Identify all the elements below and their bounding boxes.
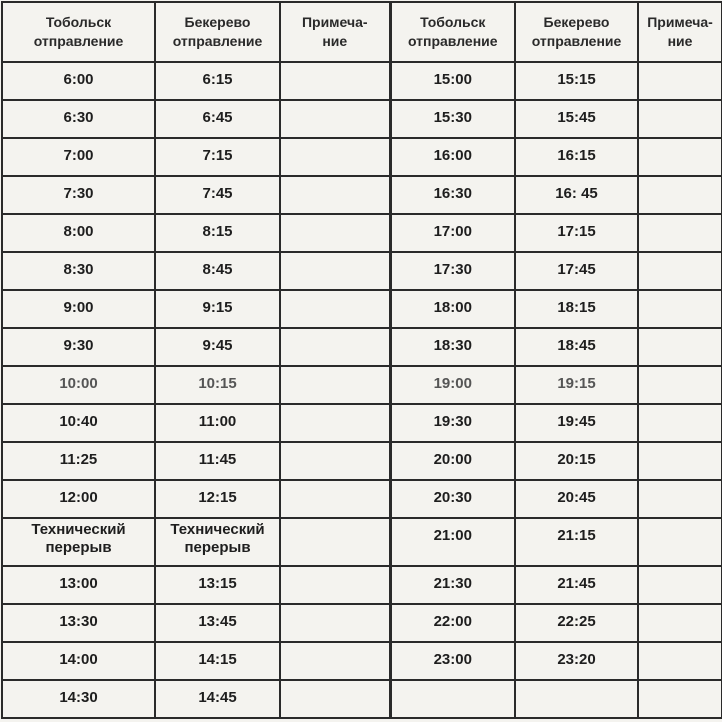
cell-tobolsk-departure-right: 16:30 (390, 176, 515, 214)
header-row (2, 2, 722, 62)
cell-bekerevo-departure-left: 7:45 (155, 176, 280, 214)
cell-tobolsk-departure-right: 18:00 (390, 290, 515, 328)
cell-bekerevo-departure-right: 17:15 (515, 214, 638, 252)
cell-bekerevo-departure-right: 15:45 (515, 100, 638, 138)
cell-note-left (280, 176, 390, 214)
cell-bekerevo-departure-right: 18:15 (515, 290, 638, 328)
table-row (2, 480, 722, 518)
cell-bekerevo-departure-left: 9:45 (155, 328, 280, 366)
cell-tobolsk-departure-left: 8:30 (2, 252, 155, 290)
table-row (2, 176, 722, 214)
header-note-left: Примеча- ние (280, 2, 390, 62)
cell-tobolsk-departure-left: 7:30 (2, 176, 155, 214)
cell-note-right (638, 518, 722, 566)
cell-bekerevo-departure-left: 9:15 (155, 290, 280, 328)
cell-tobolsk-departure-left: 9:00 (2, 290, 155, 328)
cell-tobolsk-departure-left: 8:00 (2, 214, 155, 252)
table-row (2, 680, 722, 718)
table-row (2, 252, 722, 290)
table-row (2, 604, 722, 642)
cell-bekerevo-departure-left: 13:45 (155, 604, 280, 642)
cell-note-right (638, 366, 722, 404)
cell-tobolsk-departure-right: 15:00 (390, 62, 515, 100)
cell-bekerevo-departure-right: 19:45 (515, 404, 638, 442)
cell-note-right (638, 328, 722, 366)
table-row (2, 62, 722, 100)
table-row (2, 404, 722, 442)
table-row (2, 366, 722, 404)
cell-bekerevo-departure-left: 13:15 (155, 566, 280, 604)
cell-bekerevo-departure-left: 8:15 (155, 214, 280, 252)
cell-tobolsk-departure-right: 20:00 (390, 442, 515, 480)
cell-tobolsk-departure-left: 7:00 (2, 138, 155, 176)
cell-tobolsk-departure-left: 6:00 (2, 62, 155, 100)
schedule-body (2, 62, 722, 718)
cell-tobolsk-departure-left: 9:30 (2, 328, 155, 366)
cell-note-left (280, 480, 390, 518)
cell-note-right (638, 604, 722, 642)
cell-bekerevo-departure-left: 8:45 (155, 252, 280, 290)
cell-note-left (280, 100, 390, 138)
cell-bekerevo-departure-right: 22:25 (515, 604, 638, 642)
cell-tobolsk-departure-right: 22:00 (390, 604, 515, 642)
cell-note-left (280, 290, 390, 328)
cell-note-left (280, 214, 390, 252)
cell-note-left (280, 642, 390, 680)
cell-note-left (280, 680, 390, 718)
cell-note-left (280, 62, 390, 100)
cell-note-right (638, 404, 722, 442)
cell-bekerevo-departure-right: 20:45 (515, 480, 638, 518)
cell-bekerevo-departure-right: 23:20 (515, 642, 638, 680)
table-row (2, 566, 722, 604)
table-row (2, 442, 722, 480)
cell-tobolsk-departure-right: 19:00 (390, 366, 515, 404)
cell-note-left (280, 404, 390, 442)
table-row (2, 328, 722, 366)
table-row (2, 138, 722, 176)
cell-bekerevo-departure-left: 11:00 (155, 404, 280, 442)
cell-note-right (638, 680, 722, 718)
cell-note-left (280, 366, 390, 404)
cell-tobolsk-departure-left: 6:30 (2, 100, 155, 138)
header-tobolsk-departure-left: Тобольск отправление (2, 2, 155, 62)
table-row (2, 518, 722, 566)
cell-bekerevo-departure-left: 12:15 (155, 480, 280, 518)
cell-note-left (280, 442, 390, 480)
header-bekerevo-departure-right: Бекерево отправление (515, 2, 638, 62)
cell-note-right (638, 480, 722, 518)
cell-note-right (638, 290, 722, 328)
cell-bekerevo-departure-right: 16: 45 (515, 176, 638, 214)
schedule-table (1, 1, 722, 719)
cell-tobolsk-departure-right: 17:00 (390, 214, 515, 252)
cell-bekerevo-departure-left: 7:15 (155, 138, 280, 176)
table-row (2, 642, 722, 680)
cell-tobolsk-departure-left: 10:40 (2, 404, 155, 442)
cell-tobolsk-departure-right: 18:30 (390, 328, 515, 366)
table-row (2, 214, 722, 252)
cell-bekerevo-departure-left: Технический перерыв (155, 518, 280, 566)
cell-tobolsk-departure-right: 17:30 (390, 252, 515, 290)
cell-note-left (280, 604, 390, 642)
cell-tobolsk-departure-right: 16:00 (390, 138, 515, 176)
cell-tobolsk-departure-right: 20:30 (390, 480, 515, 518)
cell-bekerevo-departure-left: 14:45 (155, 680, 280, 718)
cell-bekerevo-departure-right: 18:45 (515, 328, 638, 366)
table-row (2, 290, 722, 328)
cell-bekerevo-departure-left: 10:15 (155, 366, 280, 404)
header-tobolsk-departure-right: Тобольск отправление (390, 2, 515, 62)
cell-bekerevo-departure-left: 14:15 (155, 642, 280, 680)
cell-bekerevo-departure-right: 15:15 (515, 62, 638, 100)
cell-note-right (638, 442, 722, 480)
cell-tobolsk-departure-left: 10:00 (2, 366, 155, 404)
cell-tobolsk-departure-right (390, 680, 515, 718)
cell-tobolsk-departure-right: 15:30 (390, 100, 515, 138)
cell-note-right (638, 214, 722, 252)
cell-bekerevo-departure-right: 21:45 (515, 566, 638, 604)
cell-bekerevo-departure-right: 21:15 (515, 518, 638, 566)
cell-tobolsk-departure-right: 21:30 (390, 566, 515, 604)
cell-tobolsk-departure-left: 14:30 (2, 680, 155, 718)
cell-tobolsk-departure-left: 13:00 (2, 566, 155, 604)
cell-bekerevo-departure-right: 17:45 (515, 252, 638, 290)
cell-note-right (638, 252, 722, 290)
cell-tobolsk-departure-left: 14:00 (2, 642, 155, 680)
cell-note-left (280, 566, 390, 604)
table-row (2, 100, 722, 138)
cell-tobolsk-departure-right: 23:00 (390, 642, 515, 680)
cell-note-right (638, 642, 722, 680)
cell-bekerevo-departure-right: 16:15 (515, 138, 638, 176)
cell-bekerevo-departure-right (515, 680, 638, 718)
cell-note-right (638, 176, 722, 214)
cell-note-right (638, 100, 722, 138)
cell-bekerevo-departure-left: 11:45 (155, 442, 280, 480)
cell-bekerevo-departure-right: 20:15 (515, 442, 638, 480)
cell-bekerevo-departure-left: 6:45 (155, 100, 280, 138)
cell-note-left (280, 252, 390, 290)
cell-tobolsk-departure-left: 12:00 (2, 480, 155, 518)
cell-note-right (638, 62, 722, 100)
cell-note-right (638, 138, 722, 176)
cell-note-left (280, 138, 390, 176)
cell-bekerevo-departure-right: 19:15 (515, 366, 638, 404)
cell-note-left (280, 328, 390, 366)
header-bekerevo-departure-left: Бекерево отправление (155, 2, 280, 62)
cell-tobolsk-departure-left: 13:30 (2, 604, 155, 642)
cell-note-right (638, 566, 722, 604)
cell-bekerevo-departure-left: 6:15 (155, 62, 280, 100)
header-note-right: Примеча- ние (638, 2, 722, 62)
cell-tobolsk-departure-left: 11:25 (2, 442, 155, 480)
cell-tobolsk-departure-right: 19:30 (390, 404, 515, 442)
cell-note-left (280, 518, 390, 566)
cell-tobolsk-departure-right: 21:00 (390, 518, 515, 566)
cell-tobolsk-departure-left: Технический перерыв (2, 518, 155, 566)
